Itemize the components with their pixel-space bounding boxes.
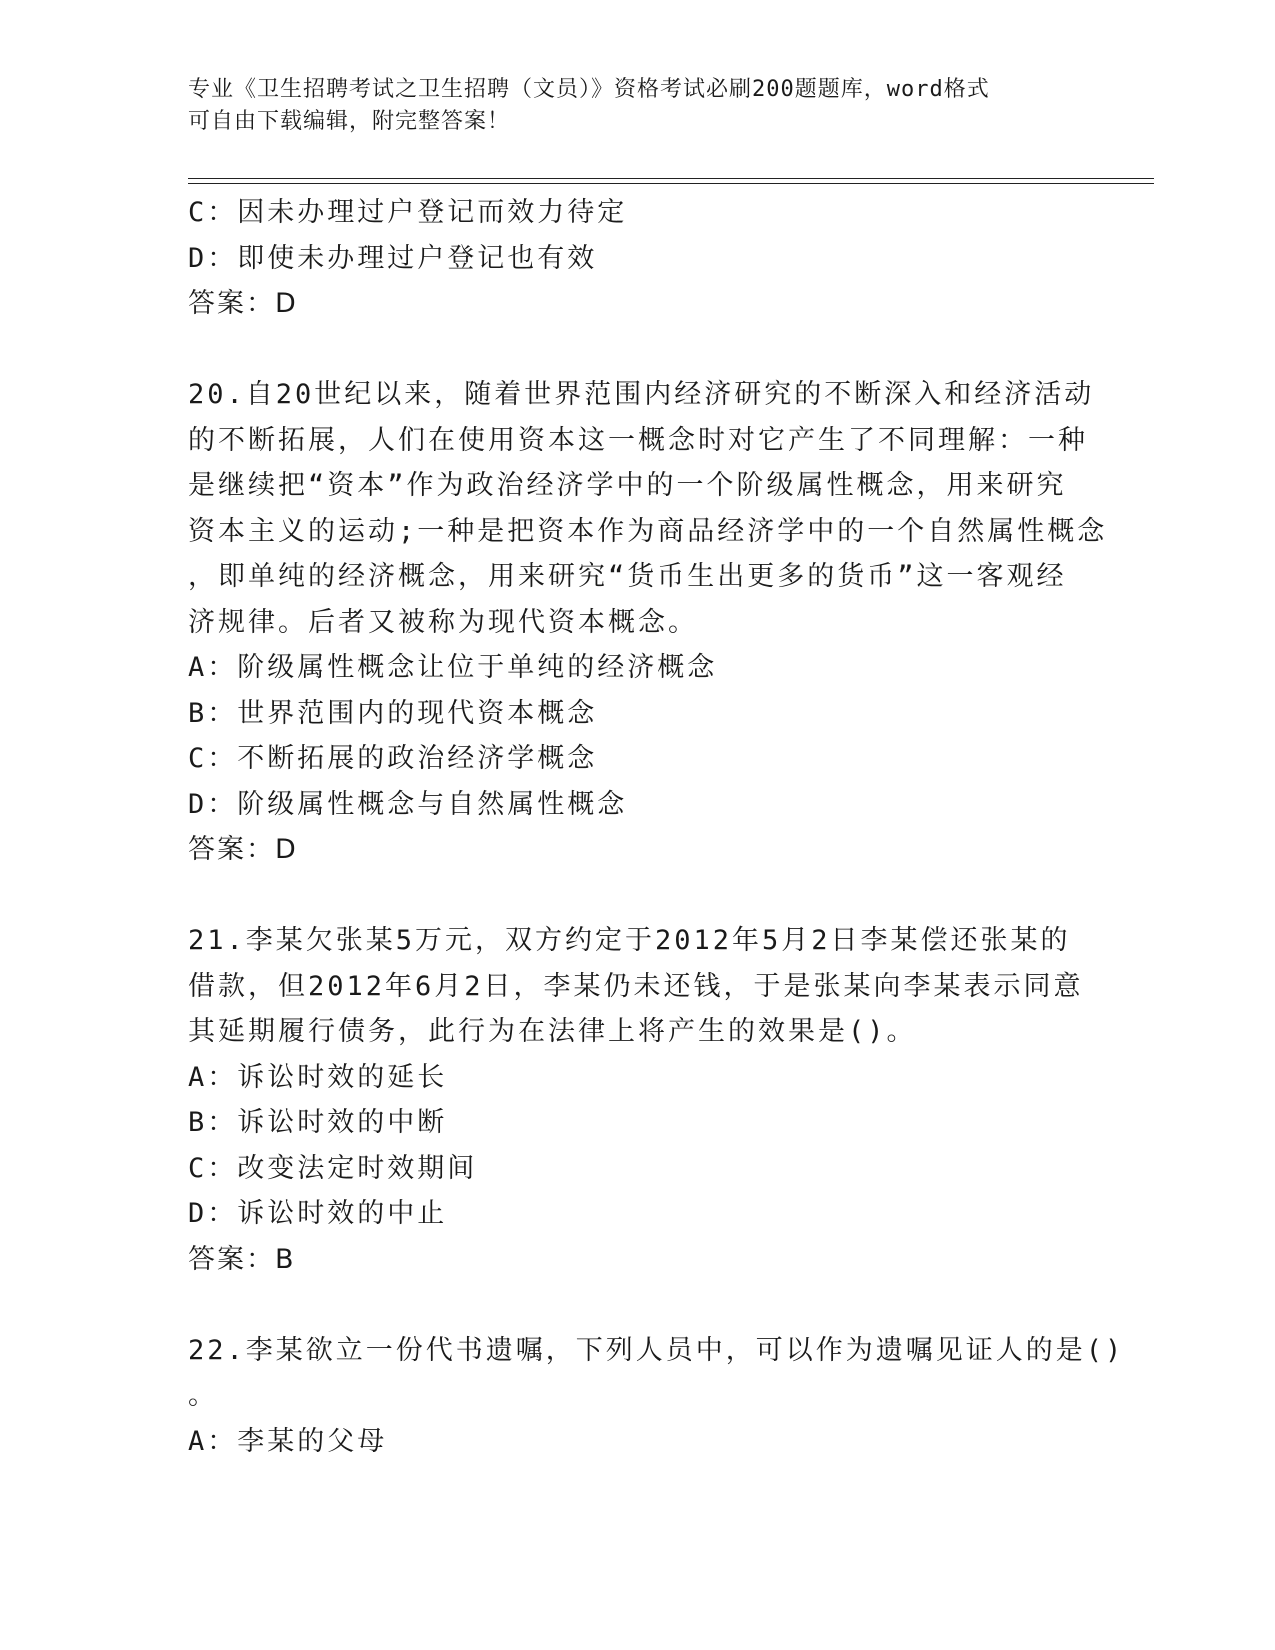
header-rule-bottom [188, 183, 1154, 184]
question-21 [188, 918, 1088, 1282]
option-a: A：诉讼时效的延长 [188, 1061, 448, 1093]
question-stem-line: 资本主义的运动;一种是把资本作为商品经济学中的一个自然属性概念 [188, 515, 1108, 547]
option-c: C：因未办理过户登记而效力待定 [188, 197, 628, 228]
answer-line: 答案：B [188, 1243, 296, 1275]
answer-line: 答案：D [188, 288, 298, 319]
option-d: D：诉讼时效的中止 [188, 1198, 448, 1229]
header-line-1: 专业《卫生招聘考试之卫生招聘（文员）》资格考试必刷200题题库，word格式 [188, 77, 990, 102]
option-d: D：阶级属性概念与自然属性概念 [188, 788, 628, 820]
option-c: C：改变法定时效期间 [188, 1152, 478, 1184]
spacer [188, 873, 1088, 919]
option-d: D：即使未办理过户登记也有效 [188, 242, 598, 274]
question-stem-line: 济规律。后者又被称为现代资本概念。 [188, 606, 698, 638]
question-20 [188, 372, 1108, 873]
option-a: A：阶级属性概念让位于单纯的经济概念 [188, 652, 718, 683]
header-line-2: 可自由下载编辑，附完整答案！ [188, 109, 511, 134]
question-content [188, 190, 1125, 1464]
document-header [188, 74, 1068, 138]
option-b: B：诉讼时效的中断 [188, 1107, 448, 1138]
answer-line: 答案：D [188, 834, 298, 865]
question-stem-line: 的不断拓展，人们在使用资本这一概念时对它产生了不同理解：一种 [188, 424, 1088, 456]
option-a: A：李某的父母 [188, 1425, 388, 1457]
option-c: C：不断拓展的政治经济学概念 [188, 743, 598, 774]
question-stem-line: 借款，但2012年6月2日，李某仍未还钱，于是张某向李某表示同意 [188, 970, 1084, 1002]
question-stem-line: 20.自20世纪以来，随着世界范围内经济研究的不断深入和经济活动 [188, 379, 1095, 410]
question-stem-line: ，即单纯的经济概念，用来研究“货币生出更多的货币”这一客观经 [188, 561, 1067, 592]
spacer [188, 327, 1088, 373]
question-22 [188, 1328, 1125, 1465]
question-stem-line: 22.李某欲立一份代书遗嘱，下列人员中，可以作为遗嘱见证人的是() [188, 1334, 1125, 1366]
question-stem-line: 其延期履行债务，此行为在法律上将产生的效果是()。 [188, 1016, 917, 1047]
question-stem-line: 。 [188, 1380, 218, 1411]
option-b: B：世界范围内的现代资本概念 [188, 697, 598, 729]
question-19-tail [188, 190, 1088, 327]
question-stem-line: 是继续把“资本”作为政治经济学中的一个阶级属性概念，用来研究 [188, 470, 1067, 501]
spacer [188, 1282, 1088, 1328]
question-stem-line: 21.李某欠张某5万元，双方约定于2012年5月2日李某偿还张某的 [188, 925, 1071, 956]
header-rule-top [188, 178, 1154, 179]
